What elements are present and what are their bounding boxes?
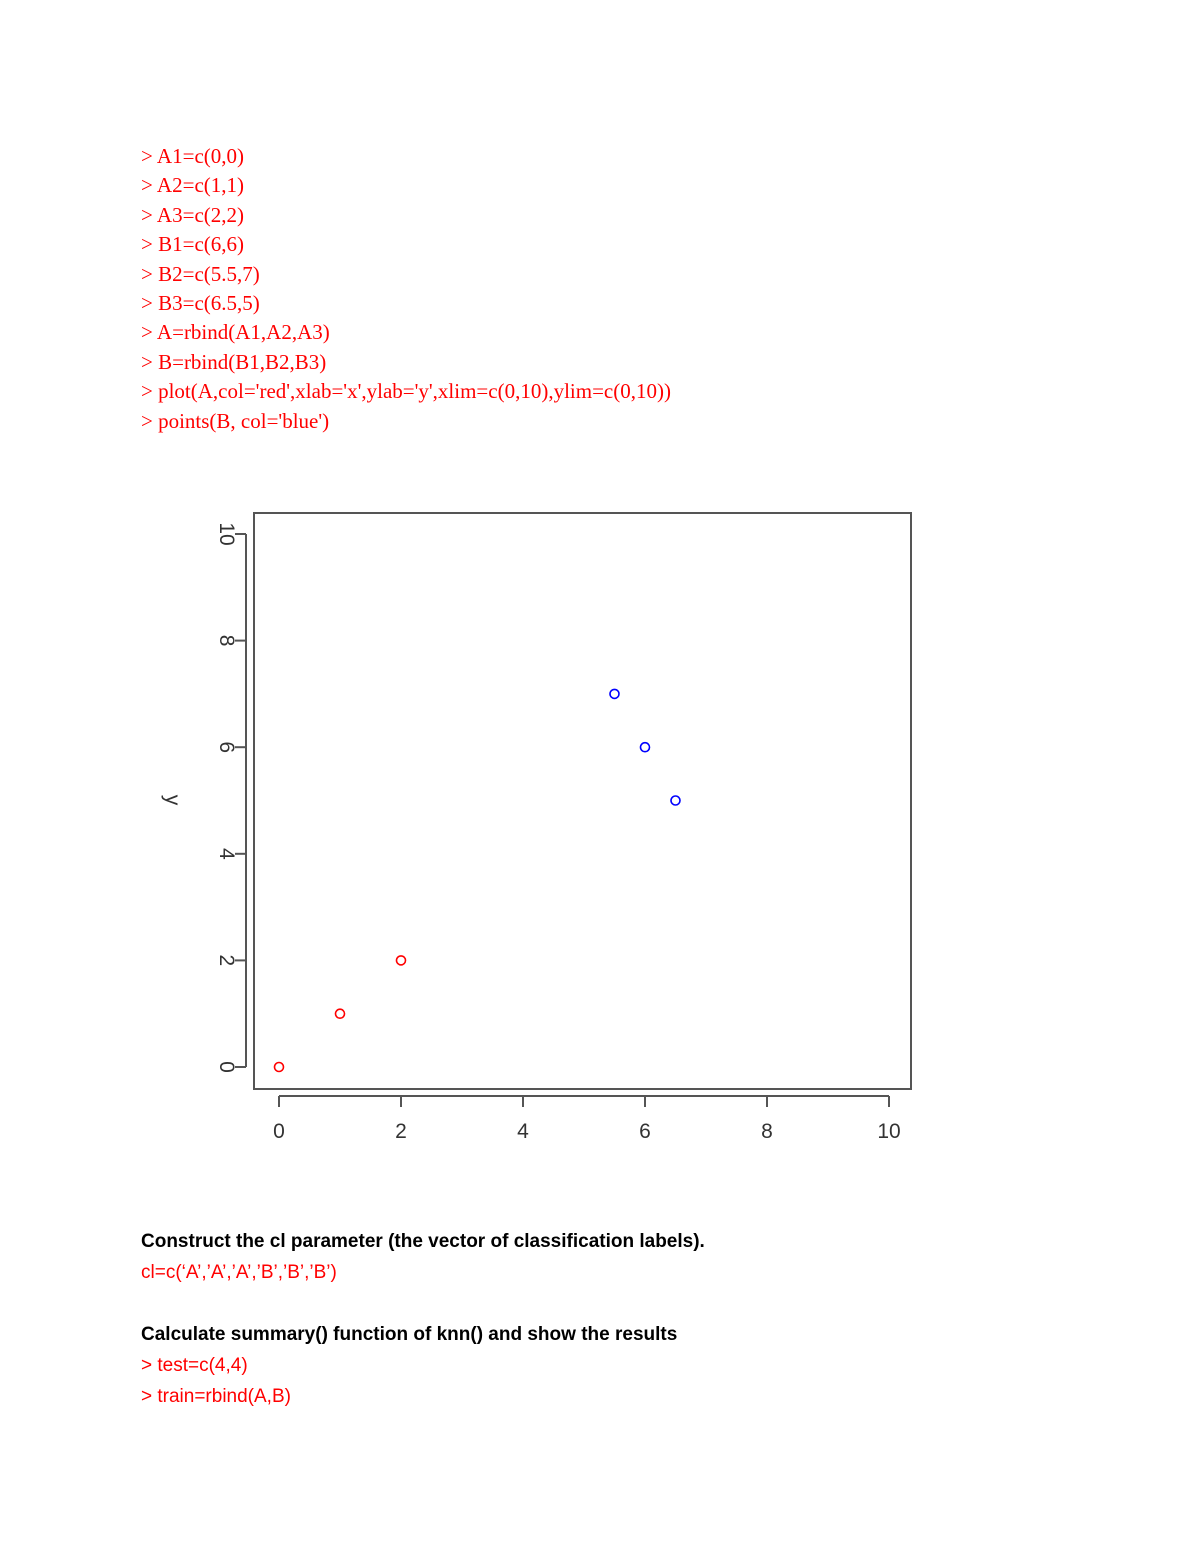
x-tick-label: 0	[273, 1120, 285, 1143]
code-line: > B1=c(6,6)	[141, 232, 245, 257]
code-line: > points(B, col='blue')	[141, 408, 330, 433]
x-tick-label: 6	[639, 1120, 651, 1143]
x-tick-label: 4	[517, 1120, 529, 1143]
code-line: > A1=c(0,0)	[141, 144, 245, 168]
test-code-line: > test=c(4,4)	[141, 1355, 248, 1376]
data-point-b	[641, 743, 650, 752]
code-line: > A=rbind(A1,A2,A3)	[141, 320, 330, 345]
y-tick-label: 10	[215, 522, 238, 546]
y-tick-label: 0	[215, 1061, 238, 1073]
knn-section-heading: Calculate summary() function of knn() and show the results	[141, 1324, 678, 1345]
y-tick-label: 2	[215, 954, 238, 967]
data-point-a	[275, 1063, 284, 1072]
train-code-line: > train=rbind(A,B)	[141, 1386, 291, 1407]
data-point-a	[336, 1009, 345, 1018]
cl-code-line: cl=c(‘A’,’A’,’A’,’B’,’B’,’B’)	[141, 1262, 337, 1283]
plot-frame	[254, 513, 911, 1089]
data-point-a	[397, 956, 406, 965]
code-line: > B2=c(5.5,7)	[141, 261, 260, 286]
code-line: > B3=c(6.5,5)	[141, 290, 260, 315]
x-tick-label: 8	[761, 1120, 773, 1143]
y-tick-label: 4	[215, 847, 238, 860]
data-point-b	[610, 689, 619, 698]
data-point-b	[671, 796, 680, 805]
x-tick-label: 10	[877, 1120, 901, 1143]
r-code-block	[141, 142, 671, 436]
scatter-plot	[140, 500, 940, 1165]
code-line: > plot(A,col='red',xlab='x',ylab='y',xlim=c(0,10),ylim=c(0,10))	[141, 379, 671, 404]
code-line: > B=rbind(B1,B2,B3)	[141, 349, 327, 374]
y-tick-label: 8	[215, 634, 238, 647]
y-axis-title: y	[161, 794, 184, 806]
code-line: > A3=c(2,2)	[141, 202, 245, 227]
y-tick-label: 6	[215, 741, 238, 754]
x-tick-label: 2	[395, 1120, 407, 1143]
cl-section-heading: Construct the cl parameter (the vector of classification labels).	[141, 1231, 705, 1252]
code-line: > A2=c(1,1)	[141, 173, 245, 198]
